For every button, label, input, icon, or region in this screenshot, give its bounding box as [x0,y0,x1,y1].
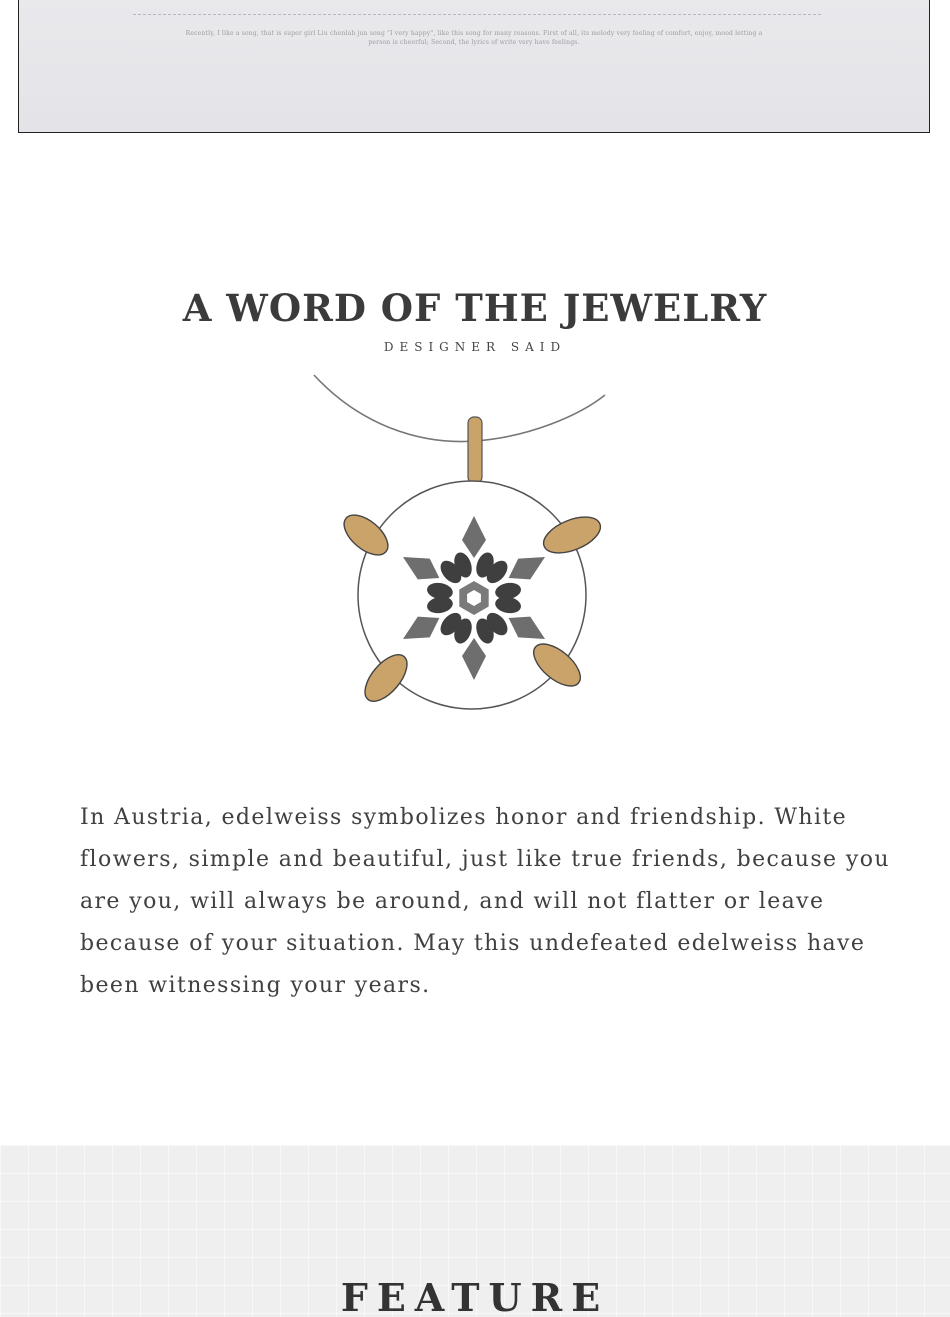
edelweiss-pendant-illustration [300,365,620,715]
necklace-chain [314,375,605,441]
feature-section [0,1145,950,1317]
section-subtitle: DESIGNER SAID [383,340,567,354]
section-title: A WORD OF THE JEWELRY [182,286,768,330]
feature-title: FEATURE [340,1275,610,1317]
description-paragraph: In Austria, edelweiss symbolizes honor and friendship. White flowers, simple and beautiful, just like true friends, because you are you, will always be around, and will not flatter or leave because of your situation. May this undefeated edelweiss have been witnessing your years. [80,805,890,998]
banner-caption: Recently, I like a song, that is super girl Liu chenlah jun song "I very happy", like this song for many reasons. First of all, its melody very feeling of comfort, enjoy, mood letting a person is cheerful; Second, the lyrics of write very have feelings. [185,30,763,46]
top-banner [18,0,930,133]
banner-divider [133,14,821,15]
pendant-bail [468,417,482,483]
